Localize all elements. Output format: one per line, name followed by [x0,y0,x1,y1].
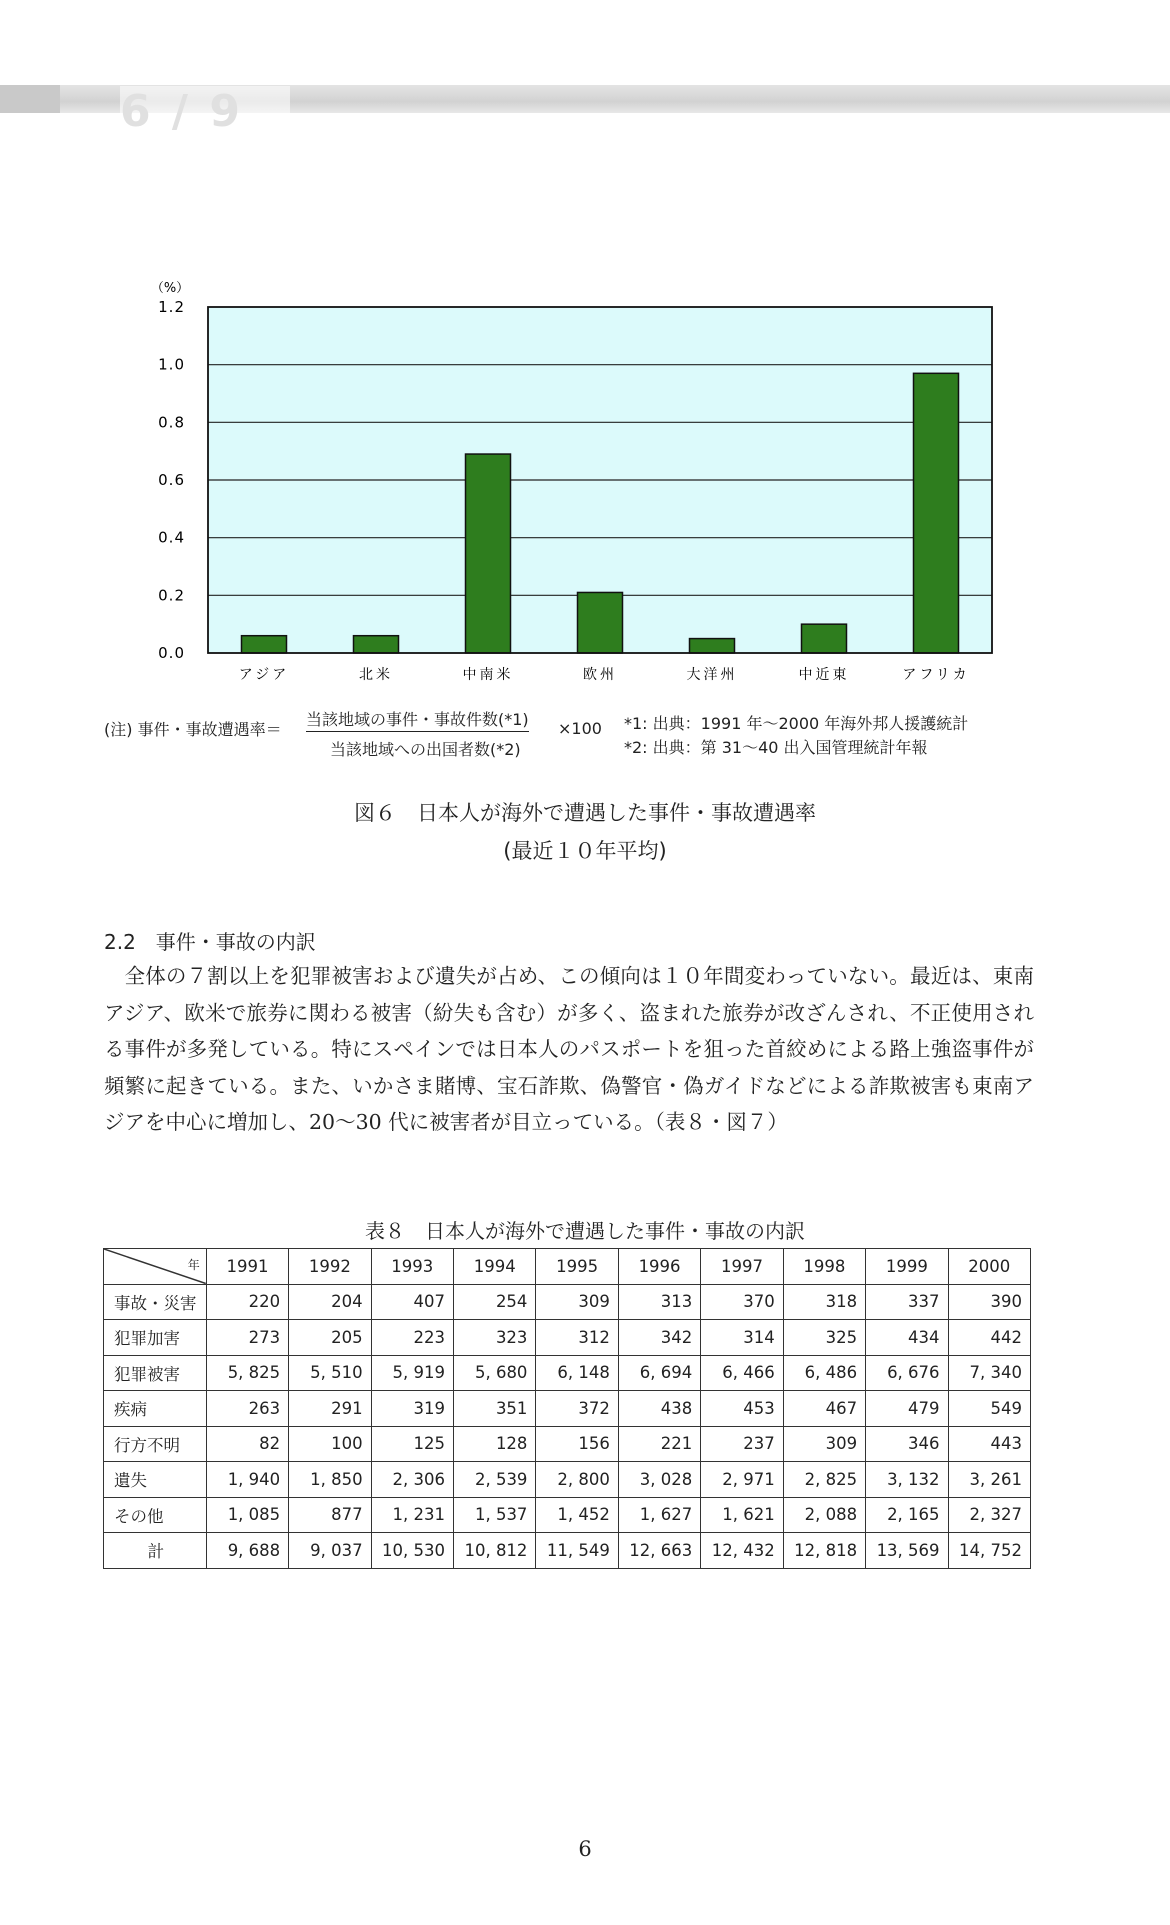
figure-caption [0,794,1170,870]
x-tick-label: アフリカ [902,667,970,683]
table-cell: 1, 627 [618,1497,700,1533]
corner-label: 年 [187,1258,200,1272]
table-cell: 2, 306 [371,1462,453,1498]
table-cell: 12, 432 [701,1533,783,1569]
table-cell: 549 [948,1391,1030,1427]
table-row [104,1497,1031,1533]
table-cell: 13, 569 [866,1533,948,1569]
table-body [104,1284,1031,1568]
table-cell: 443 [948,1426,1030,1462]
table-cell: 1, 621 [701,1497,783,1533]
table-row [104,1320,1031,1356]
table-cell: 1, 085 [206,1497,288,1533]
x-tick-label: 中南米 [462,667,514,683]
table-cell: 372 [536,1391,618,1427]
table-cell: 407 [371,1284,453,1320]
y-tick-label: 1.0 [158,355,185,374]
year-header: 1997 [701,1249,783,1285]
x-tick-label: 大洋州 [686,667,738,683]
table-cell: 314 [701,1320,783,1356]
table-cell: 370 [701,1284,783,1320]
section-heading: 2.2 事件・事故の内訳 [104,930,316,954]
bar [466,454,511,653]
year-header: 1999 [866,1249,948,1285]
x-tick-label: アジア [238,667,290,683]
y-axis-ticks [158,298,185,662]
table-cell: 2, 327 [948,1497,1030,1533]
year-header: 1996 [618,1249,700,1285]
bar [354,636,399,653]
table-cell: 6, 694 [618,1355,700,1391]
table-caption: 表８ 日本人が海外で遭遇した事件・事故の内訳 [365,1219,805,1243]
table-cell: 442 [948,1320,1030,1356]
table-cell: 3, 132 [866,1462,948,1498]
table-cell: 263 [206,1391,288,1427]
note-formula-denominator: 当該地域への出国者数(*2) [330,740,521,759]
table-cell: 346 [866,1426,948,1462]
table-cell: 14, 752 [948,1533,1030,1569]
table-cell: 5, 825 [206,1355,288,1391]
table-cell: 10, 812 [454,1533,536,1569]
y-tick-label: 0.6 [158,471,185,489]
table-cell: 223 [371,1320,453,1356]
table-cell: 125 [371,1426,453,1462]
bar-chart [0,0,1170,700]
table-cell: 453 [701,1391,783,1427]
row-label: 計 [104,1533,207,1569]
table-cell: 1, 231 [371,1497,453,1533]
table-cell: 7, 340 [948,1355,1030,1391]
note-source-2: *2: 出典：第 31～40 出入国管理統計年報 [624,738,928,757]
row-label: 事故・災害 [104,1284,207,1320]
table-cell: 3, 028 [618,1462,700,1498]
table-cell: 10, 530 [371,1533,453,1569]
table-cell: 12, 663 [618,1533,700,1569]
table-row [104,1462,1031,1498]
table-cell: 237 [701,1426,783,1462]
table-cell: 254 [454,1284,536,1320]
figure-caption-line2: (最近１０年平均) [503,839,667,863]
table-cell: 1, 537 [454,1497,536,1533]
year-header: 1993 [371,1249,453,1285]
table-cell: 5, 680 [454,1355,536,1391]
section-body: 全体の７割以上を犯罪被害および遺失が占め、この傾向は１０年間変わっていない。最近は、東南アジア、欧米で旅券に関わる被害（紛失も含む）が多く、盗まれた旅券が改ざんされ、不正使用される事件が多発している。特にスペインでは日本人のパスポートを狙った首絞めによる路上強盗事件が頻繁に起きている。また、いかさま賭博、宝石詐欺、偽警官・偽ガイドなどによる詐欺被害も東南アジアを中心に増加し、20～30 代に被害者が目立っている。（表８・図７） [104,964,1034,1134]
table-cell: 5, 510 [289,1355,371,1391]
table-cell: 337 [866,1284,948,1320]
bar [690,639,735,653]
row-label: その他 [104,1497,207,1533]
table-cell: 323 [454,1320,536,1356]
table-cell: 128 [454,1426,536,1462]
row-label: 犯罪被害 [104,1355,207,1391]
table-cell: 11, 549 [536,1533,618,1569]
y-tick-label: 0.8 [158,413,185,432]
table-cell: 220 [206,1284,288,1320]
table-cell: 1, 940 [206,1462,288,1498]
x-axis-ticks [239,666,970,683]
table-cell: 1, 850 [289,1462,371,1498]
row-label: 犯罪加害 [104,1320,207,1356]
table-cell: 82 [206,1426,288,1462]
table-cell: 318 [783,1284,865,1320]
x-tick-label: 北米 [359,667,393,683]
table-cell: 291 [289,1391,371,1427]
table-cell: 390 [948,1284,1030,1320]
table-cell: 1, 452 [536,1497,618,1533]
table-header-row [104,1249,1031,1285]
table-cell: 6, 676 [866,1355,948,1391]
table-cell: 205 [289,1320,371,1356]
table-cell: 12, 818 [783,1533,865,1569]
year-header: 1994 [454,1249,536,1285]
year-header: 1992 [289,1249,371,1285]
page-indicator: 6 / 9 [120,86,290,138]
table-corner-cell [104,1249,207,1285]
x-tick-label: 欧州 [583,667,617,683]
table-row [104,1284,1031,1320]
table-row [104,1426,1031,1462]
figure-caption-line1: 図６ 日本人が海外で遭遇した事件・事故遭遇率 [354,801,816,825]
table-cell: 2, 825 [783,1462,865,1498]
y-tick-label: 1.2 [158,298,185,316]
table-cell: 351 [454,1391,536,1427]
table-cell: 2, 800 [536,1462,618,1498]
table-cell: 467 [783,1391,865,1427]
row-label: 疾病 [104,1391,207,1427]
table-cell: 434 [866,1320,948,1356]
table-cell: 9, 688 [206,1533,288,1569]
table-cell: 221 [618,1426,700,1462]
incident-table [103,1248,1031,1569]
table-cell: 479 [866,1391,948,1427]
table-cell: 3, 261 [948,1462,1030,1498]
y-tick-label: 0.0 [158,644,185,662]
table-cell: 6, 466 [701,1355,783,1391]
table-cell: 100 [289,1426,371,1462]
table-cell: 313 [618,1284,700,1320]
year-header: 1998 [783,1249,865,1285]
table-cell: 2, 165 [866,1497,948,1533]
bar [578,592,623,653]
page-number: 6 [578,1837,592,1861]
year-header: 2000 [948,1249,1030,1285]
bar [914,373,959,653]
table-row [104,1533,1031,1569]
year-header: 1995 [536,1249,618,1285]
row-label: 遺失 [104,1462,207,1498]
table-cell: 5, 919 [371,1355,453,1391]
table-cell: 309 [536,1284,618,1320]
table-cell: 342 [618,1320,700,1356]
table-cell: 156 [536,1426,618,1462]
note-formula-numerator: 当該地域の事件・事故件数(*1) [306,707,529,732]
table-cell: 2, 971 [701,1462,783,1498]
table-cell: 6, 486 [783,1355,865,1391]
table-row [104,1355,1031,1391]
bar [242,636,287,653]
row-label: 行方不明 [104,1426,207,1462]
table-cell: 6, 148 [536,1355,618,1391]
table-cell: 319 [371,1391,453,1427]
y-tick-label: 0.4 [158,528,185,547]
table-cell: 2, 539 [454,1462,536,1498]
table-cell: 204 [289,1284,371,1320]
table-cell: 9, 037 [289,1533,371,1569]
bar [802,624,847,653]
note-formula-multiplier: ×100 [558,719,602,738]
note-formula-prefix: (注) 事件・事故遭遇率＝ [104,720,282,739]
table-row [104,1391,1031,1427]
y-tick-label: 0.2 [158,586,185,605]
table-cell: 312 [536,1320,618,1356]
table-cell: 273 [206,1320,288,1356]
table-cell: 877 [289,1497,371,1533]
year-header: 1991 [206,1249,288,1285]
table-cell: 325 [783,1320,865,1356]
x-tick-label: 中近東 [798,667,850,683]
table-cell: 309 [783,1426,865,1462]
y-axis-unit-label: （%） [150,281,190,296]
table-cell: 2, 088 [783,1497,865,1533]
table-cell: 438 [618,1391,700,1427]
note-source-1: *1: 出典：1991 年～2000 年海外邦人援護統計 [624,714,969,733]
